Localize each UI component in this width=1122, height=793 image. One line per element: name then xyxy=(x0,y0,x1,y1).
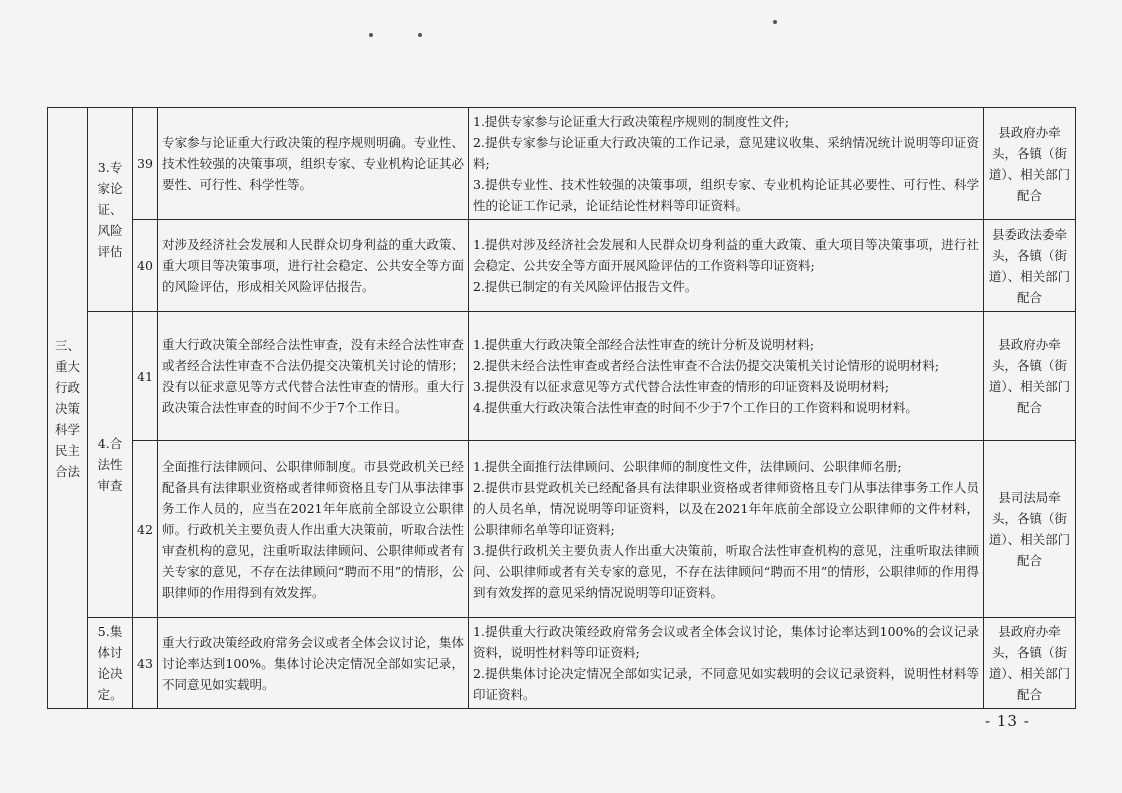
subcategory-cell: 3.专家论证、风险评估 xyxy=(88,108,133,312)
requirement-line: 3.提供没有以征求意见等方式代替合法性审查的情形的印证资料及说明材料; xyxy=(473,379,890,394)
table-row xyxy=(48,618,1076,709)
requirement-line: 2.提供市县党政机关已经配备具有法律职业资格或者律师资格且专门从事法律事务工作人员的人员名单，情况说明等印证资料，以及在2021年年底前全部设立公职律师的文件材料，公职律师名单等印证资料; xyxy=(473,479,979,537)
category-cell: 三、重大行政决策科学民主合法 xyxy=(48,108,88,709)
requirement-line: 2.提供专家参与论证重大行政决策的工作记录，意见建议收集、采纳情况统计说明等印证资料; xyxy=(473,135,979,171)
item-description: 重大行政决策经政府常务会议或者全体会议讨论，集体讨论率达到100%。集体讨论决定情况全部如实记录，不同意见如实载明。 xyxy=(158,618,469,709)
item-description: 专家参与论证重大行政决策的程序规则明确。专业性、技术性较强的决策事项，组织专家、专业机构论证其必要性、可行性、科学性等。 xyxy=(158,108,469,220)
requirement-line: 2.提供集体讨论决定情况全部如实记录，不同意见如实载明的会议记录资料，说明性材料等印证资料。 xyxy=(473,666,979,702)
requirement-line: 1.提供对涉及经济社会发展和人民群众切身利益的重大政策、重大项目等决策事项，进行社会稳定、公共安全等方面开展风险评估的工作资料等印证资料; xyxy=(473,237,979,273)
responsible-unit: 县政府办牵头，各镇（街道）、相关部门配合 xyxy=(984,618,1076,709)
requirement-line: 1.提供全面推行法律顾问、公职律师的制度性文件，法律顾问、公职律师名册; xyxy=(473,458,902,474)
responsible-unit: 县政府办牵头，各镇（街道）、相关部门配合 xyxy=(984,108,1076,220)
subcategory-cell: 5.集体讨论决定。 xyxy=(88,618,133,709)
table-row xyxy=(48,312,1076,441)
requirement-line: 2.提供未经合法性审查或者经合法性审查不合法仍提交决策机关讨论情形的说明材料; xyxy=(473,358,940,373)
item-description: 重大行政决策全部经合法性审查，没有未经合法性审查或者经合法性审查不合法仍提交决策机关讨论的情形；没有以征求意见等方式代替合法性审查的情形。重大行政决策合法性审查的时间不少于7个工作日。 xyxy=(158,312,469,441)
scan-dot xyxy=(369,33,373,37)
responsible-unit: 县委政法委牵头，各镇（街道）、相关部门配合 xyxy=(984,220,1076,312)
requirement-line: 1.提供专家参与论证重大行政决策程序规则的制度性文件; xyxy=(473,114,790,129)
requirement-line: 3.提供专业性、技术性较强的决策事项，组织专家、专业机构论证其必要性、可行性、科学性的论证工作记录，论证结论性材料等印证资料。 xyxy=(473,177,979,213)
item-description: 对涉及经济社会发展和人民群众切身利益的重大政策、重大项目等决策事项，进行社会稳定、公共安全等方面的风险评估，形成相关风险评估报告。 xyxy=(158,220,469,312)
item-description: 全面推行法律顾问、公职律师制度。市县党政机关已经配备具有法律职业资格或者律师资格且专门从事法律事务工作人员的，应当在2021年年底前全部设立公职律师。行政机关主要负责人作出重大决策前，听取合法性审查机构的意见，注重听取法律顾问、公职律师或者有关专家的意见，不存在法律顾问“聘而不用”的情形，公职律师的作用得到有效发挥。 xyxy=(158,441,469,618)
item-number: 42 xyxy=(133,441,158,618)
item-requirements xyxy=(469,618,984,709)
item-requirements xyxy=(469,312,984,441)
requirement-line: 4.提供重大行政决策合法性审查的时间不少于7个工作日的工作资料和说明材料。 xyxy=(473,400,918,415)
table-row xyxy=(48,108,1076,220)
item-requirements xyxy=(469,108,984,220)
assessment-table xyxy=(47,107,1076,709)
item-requirements xyxy=(469,441,984,618)
requirement-line: 1.提供重大行政决策经政府常务会议或者全体会议讨论，集体讨论率达到100%的会议记录资料，说明性材料等印证资料; xyxy=(473,624,979,660)
page-number: - 13 - xyxy=(985,712,1030,730)
scan-dot xyxy=(418,33,422,37)
requirement-line: 1.提供重大行政决策全部经合法性审查的统计分析及说明材料; xyxy=(473,337,815,352)
item-requirements xyxy=(469,220,984,312)
requirement-line: 3.提供行政机关主要负责人作出重大决策前，听取合法性审查机构的意见，注重听取法律顾问、公职律师或者有关专家的意见，不存在法律顾问“聘而不用”的情形，公职律师的作用得到有效发挥的意见采纳情况说明等印证资料。 xyxy=(473,542,979,600)
item-number: 43 xyxy=(133,618,158,709)
item-number: 40 xyxy=(133,220,158,312)
table-row xyxy=(48,441,1076,618)
requirement-line: 2.提供已制定的有关风险评估报告文件。 xyxy=(473,279,698,294)
responsible-unit: 县政府办牵头，各镇（街道）、相关部门配合 xyxy=(984,312,1076,441)
responsible-unit: 县司法局牵头，各镇（街道）、相关部门配合 xyxy=(984,441,1076,618)
table-row xyxy=(48,220,1076,312)
item-number: 41 xyxy=(133,312,158,441)
subcategory-cell: 4.合法性审查 xyxy=(88,312,133,618)
scan-dot xyxy=(773,20,777,24)
item-number: 39 xyxy=(133,108,158,220)
